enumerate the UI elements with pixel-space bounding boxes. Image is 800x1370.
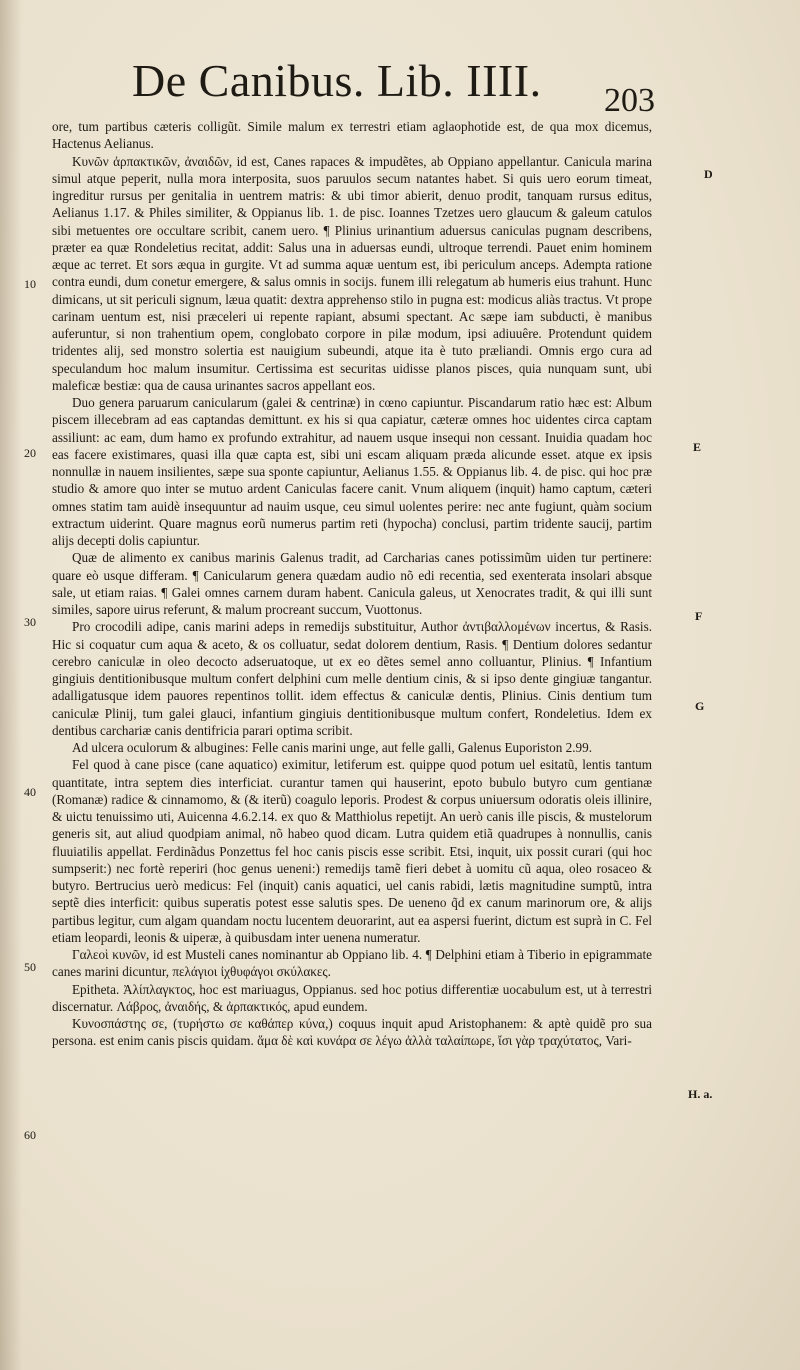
paragraph: Ad ulcera oculorum & albugines: Felle canis marini unge, aut felle galli, Galenus Euporiston 2.99. xyxy=(72,740,593,755)
paragraph: Fel quod à cane pisce (cane aquatico) eximitur, letiferum est. quippe quod potum uel esitatũ, lentis tantum quantitate, intra septem dies interficiat. curantur tamen qui hauserint, epoto bubulo butyro cum gentianæ (Romanæ) radice & cinnamomo, & (& iterũ) coagulo leporis. Prodest & corpus uniuersum odoratis oleis illinire, & uictu tenuissimo uti, Auicenna 4.6.2.14. ex quo & Matthiolus repetijt. An uerò canis ille piscis, & mustelorum generis sit, aut aliud quodpiam animal, nõ habeo quod dicam. Lutra quidem etiã quadrupes à nonnullis, canis fluuiatilis appellat. Ferdinãdus Ponzettus fel hoc canis piscis esse scribit. Etsi, inquit, uix possit curari (qui hoc sumpserit:) nec fortè reperiri (hoc genus ueneni:) remedijs tamẽ fieri debet à uomitu cũ aqua, oleo rosaceo & butyro. Bertrucius uerò medicus: Fel (inquit) canis aquatici, uel canis rabidi, lætis magnitudine sumptũ, intra septẽ dies interficit: quibus superatis potest esse salutis spes. De ueneno q̃d ex canum marinorum ore, & alijs partibus legitur, cum algam quandam noctu lucentem deuorarint, aut ea aspersi fuerint, dictum est suprà in C. Fel etiam leopardi, leonis & uiperæ, à quibusdam inter uenena numeratur. xyxy=(52,757,652,945)
margin-letter: E xyxy=(693,440,702,454)
body-text xyxy=(52,118,652,1050)
line-number: 60 xyxy=(24,1128,36,1142)
paragraph: Κυνῶν ἀρπακτικῶν, ἀναιδῶν, id est, Canes rapaces & impudẽtes, ab Oppiano appellantur. Canicula marina simul atque peperit, nulla mora interposita, suos paruulos secum natantes habet. Si quis uero eorum timeat, ingreditur rursus per genitalia in uentrem matris: & ubi timor abierit, denuo prodit, tanquam rursus editus, Aelianus 1.17. & Philes similiter, & Oppianus lib. 1. de pisc. Ioannes Tzetzes uero glaucum & galeum catulos sibi metuentes ore occultare scribit, canem uero. ¶ Plinius urinantium aduersus caniculas pugnam describens, præter ea quæ Rondeletius recitat, addit: Salus una in aduersas eundi, ultroque terrendi. Pauet enim hominem æque ac terret. Et sors æqua in gurgite. Vt ad summa aquæ uentum est, ibi periculum anceps. Adempta ratione contra eundi, dum conetur emergere, & salus omnis in socijs. funem illi relegatum ab humeris eius trahunt. Hunc dimicans, ut sit periculi signum, læua quatit: dextra apprehenso stilo in pugna est: modicus aliàs tractus. Vt prope carinam uentum est, nisi præceleri ui repente rapiant, absumi spectant. Ac sæpe iam subducti, è manibus auferuntur, si non trahentium opem, conglobato corpore in pilæ modum, ipsi adiuuêre. Protendunt quidem tridentes alij, sed monstro solertia est nauigium subeundi, atque ita è tuto præliandi. Omnis ergo cura ad speculandum hoc malum insumitur. Certissima est securitas uidisse planos pisces, quia nunquam sunt, ubi maleficæ bestiæ: qua de causa urinantes sacros appellant eos. xyxy=(52,153,652,393)
running-title: De Canibus. Lib. IIII. xyxy=(132,55,542,106)
margin-letter: H. a. xyxy=(688,1087,713,1101)
paragraph: Quæ de alimento ex canibus marinis Galenus tradit, ad Carcharias canes potissimũm uiden tur pertinere: quare eò usque differam. ¶ Canicularum genera quædam audio nõ edi recentia, sed exenterata insolari absque sale, ut etiam raias. ¶ Galei omnes carnem duram habent. Canicula galeus, ut Xenocrates tradit, & qui illi sunt similes, sapore uirus referunt, & malum procreant succum, Vuottonus. xyxy=(52,550,652,617)
line-number: 30 xyxy=(24,615,36,629)
paragraph: ore, tum partibus cæteris colligũt. Simile malum ex terrestri etiam aglaophotide est, de qua mox dicemus, Hactenus Aelianus. xyxy=(52,119,652,152)
spine-shadow xyxy=(0,0,22,1370)
page-number: 203 xyxy=(604,82,655,119)
line-number: 10 xyxy=(24,277,36,291)
margin-letter: D xyxy=(704,167,713,181)
paragraph: Pro crocodili adipe, canis marini adeps in remedijs substituitur, Author ἀντιβαλλομένων incertus, & Rasis. Hic si coquatur cum aqua & aceto, & os colluatur, sedat dolorem dentium, Rasis. ¶ Dentium dolores sedantur cerebro caniculæ in oleo decocto adseruatoque, ut ex eo dẽtes semel anno colluantur, Plinius. ¶ Infantium gingiuis dentitionibusque multum confert delphini cum melle dentium cinis, & si ipso dente gingiuæ tangantur. adalligatusque idem pauores repentinos tollit. idem effectus & caniculæ dentis, Plinius. Cinis dentium tum caniculæ Plinij, tum galei glauci, infantium gingiuis dentitionibusque multum confert, Rondeletius. Idem ex dentibus carchariæ canis dentifricia parari optima scribit. xyxy=(52,619,652,738)
line-number: 20 xyxy=(24,446,36,460)
line-number: 40 xyxy=(24,785,36,799)
paragraph: Κυνοσπάστης σε, (τυρήστω σε καθάπερ κύνα,) coquus inquit apud Aristophanem: & aptè quidẽ pro sua persona. est enim canis piscis quidam. ἅμα δὲ καὶ κυνάρα σε λέγω ἀλλὰ ταλαίπωρε, ἴσι γὰρ τραχύτατος, Vari- xyxy=(52,1016,652,1049)
paragraph: Duo genera paruarum canicularum (galei & centrinæ) in cœno capiuntur. Piscandarum ratio hæc est: Album piscem illecebram ad eas captandas demittunt. ex his si qua capiatur, cæteræ omnes hoc uidentes circa captam assiliunt: ac eam, dum hamo ex profundo extrahitur, ad nauem usque insequi non cessant. Inuidia quadam hoc eas facere existimares, quasi illa quæ capta est, sibi uni escam aliquam præda alicunde esset. atque ex ipsis nonnullæ in nauem insilientes, sæpe sua sponte capiuntur, Aelianus 1.55. & Oppianus lib. 4. de pisc. qui hoc præ studio & amore quo inter se mutuo ardent Caniculas facere canit. Vnum aliquem (inquit) hamo captum, cæteri omnes statim tam auidè insequuntur ad nauim usque, ceu simul uolentes perire: nec ante fugiunt, quàm socium extractum uiderint. Quare magnus eorũ numerus partim reti (hypocha) conclusi, partim tridente saucij, partim alijs decepti dolis capiuntur. xyxy=(52,395,652,548)
line-number: 50 xyxy=(24,960,36,974)
paragraph: Γαλεοὶ κυνῶν, id est Musteli canes nominantur ab Oppiano lib. 4. ¶ Delphini etiam à Tiberio in epigrammate canes marini dicuntur, πελάγιοι ἰχθυφάγοι σκύλακες. xyxy=(52,947,652,980)
margin-letter: F xyxy=(695,609,703,623)
paragraph: Epitheta. Ἀλίπλαγκτος, hoc est mariuagus, Oppianus. sed hoc potius differentiæ uocabulum est, ut à terrestri discernatur. Λάβρος, ἀναιδής, & ἀρπακτικός, apud eundem. xyxy=(52,981,652,1014)
margin-letter: G xyxy=(695,699,705,713)
